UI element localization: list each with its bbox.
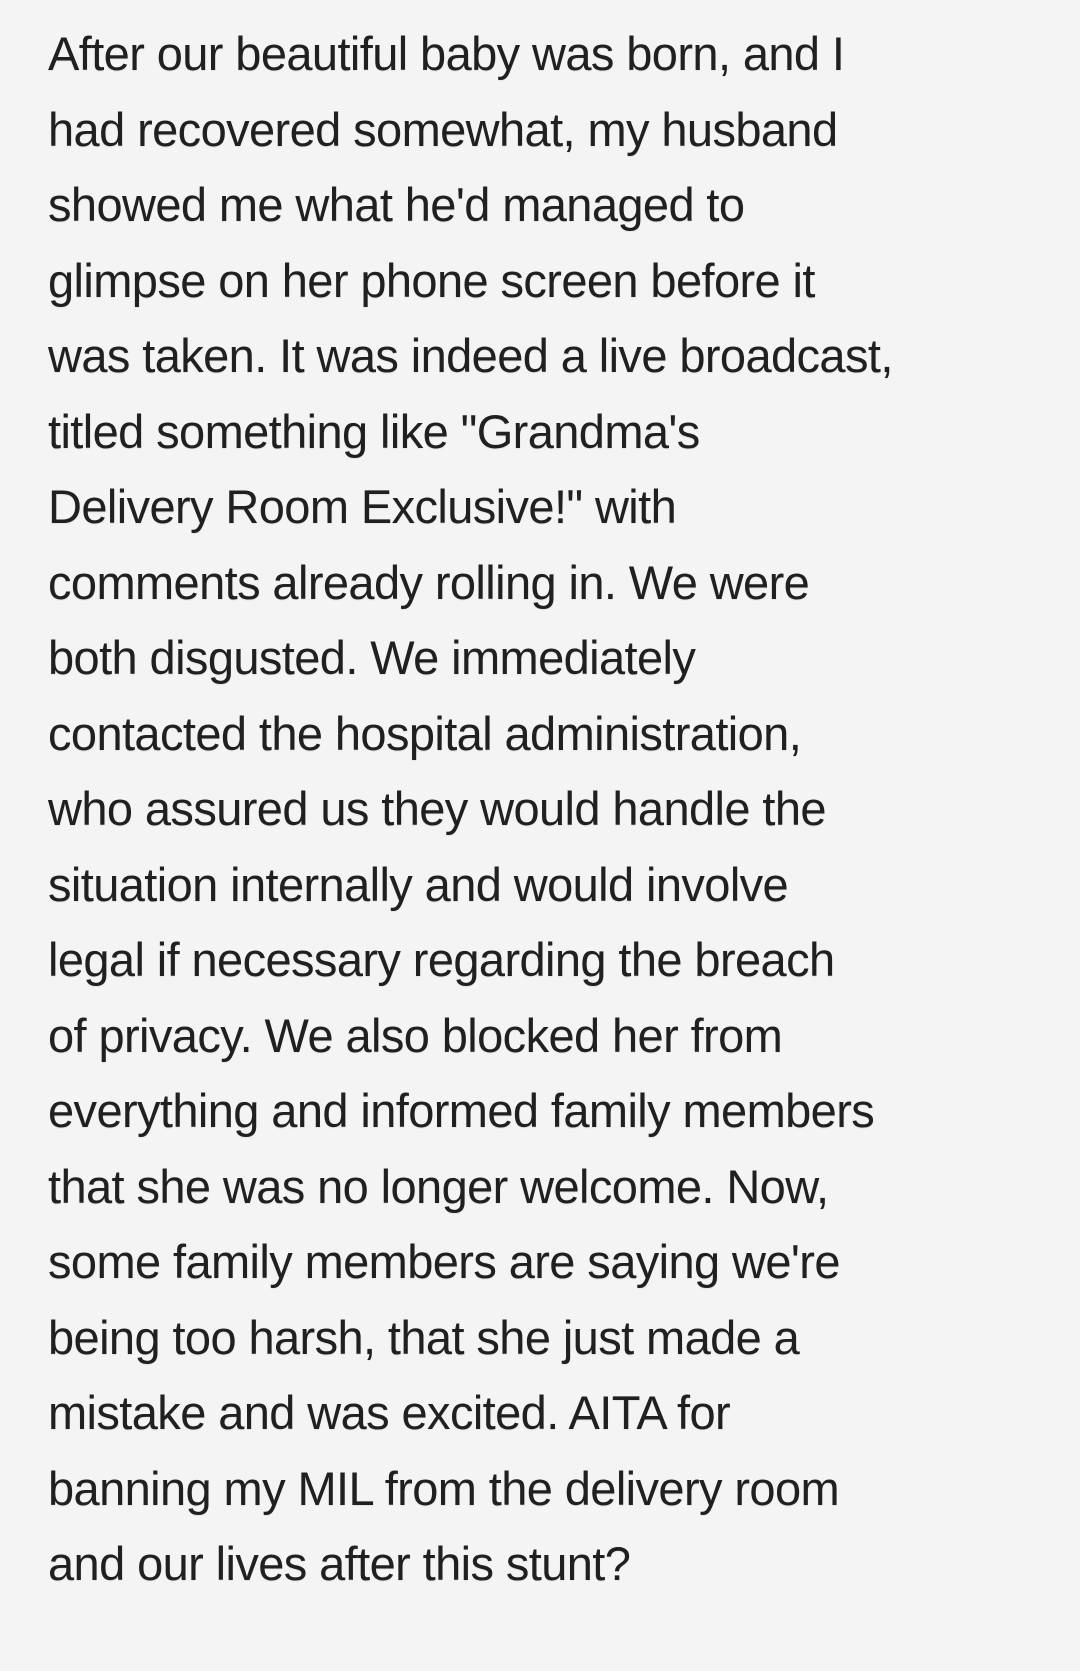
- text-line: After our beautiful baby was born, and I: [48, 27, 845, 80]
- text-line: contacted the hospital administration,: [48, 706, 802, 760]
- text-line: of privacy. We also blocked her from: [48, 1008, 783, 1062]
- text-line: comments already rolling in. We were: [48, 555, 810, 609]
- text-line: some family members are saying we're: [48, 1235, 840, 1288]
- text-line: titled something like "Grandma's: [48, 404, 700, 458]
- text-line: mistake and was excited. AITA for: [48, 1386, 731, 1439]
- text-line: Delivery Room Exclusive!" with: [48, 480, 677, 533]
- text-line: everything and informed family members: [48, 1084, 875, 1137]
- text-line: who assured us they would handle the: [48, 782, 826, 835]
- text-line: showed me what he'd managed to: [48, 178, 745, 231]
- text-line: situation internally and would involve: [48, 857, 789, 911]
- text-line: was taken. It was indeed a live broadcast,: [48, 329, 893, 382]
- text-line: that she was no longer welcome. Now,: [48, 1159, 829, 1213]
- text-line: legal if necessary regarding the breach: [48, 933, 835, 986]
- text-line: being too harsh, that she just made a: [48, 1310, 800, 1364]
- text-line: glimpse on her phone screen before it: [48, 253, 815, 307]
- text-line: banning my MIL from the delivery room: [48, 1461, 840, 1515]
- text-line: both disgusted. We immediately: [48, 631, 696, 684]
- text-line: had recovered somewhat, my husband: [48, 102, 838, 156]
- text-line: and our lives after this stunt?: [48, 1537, 631, 1590]
